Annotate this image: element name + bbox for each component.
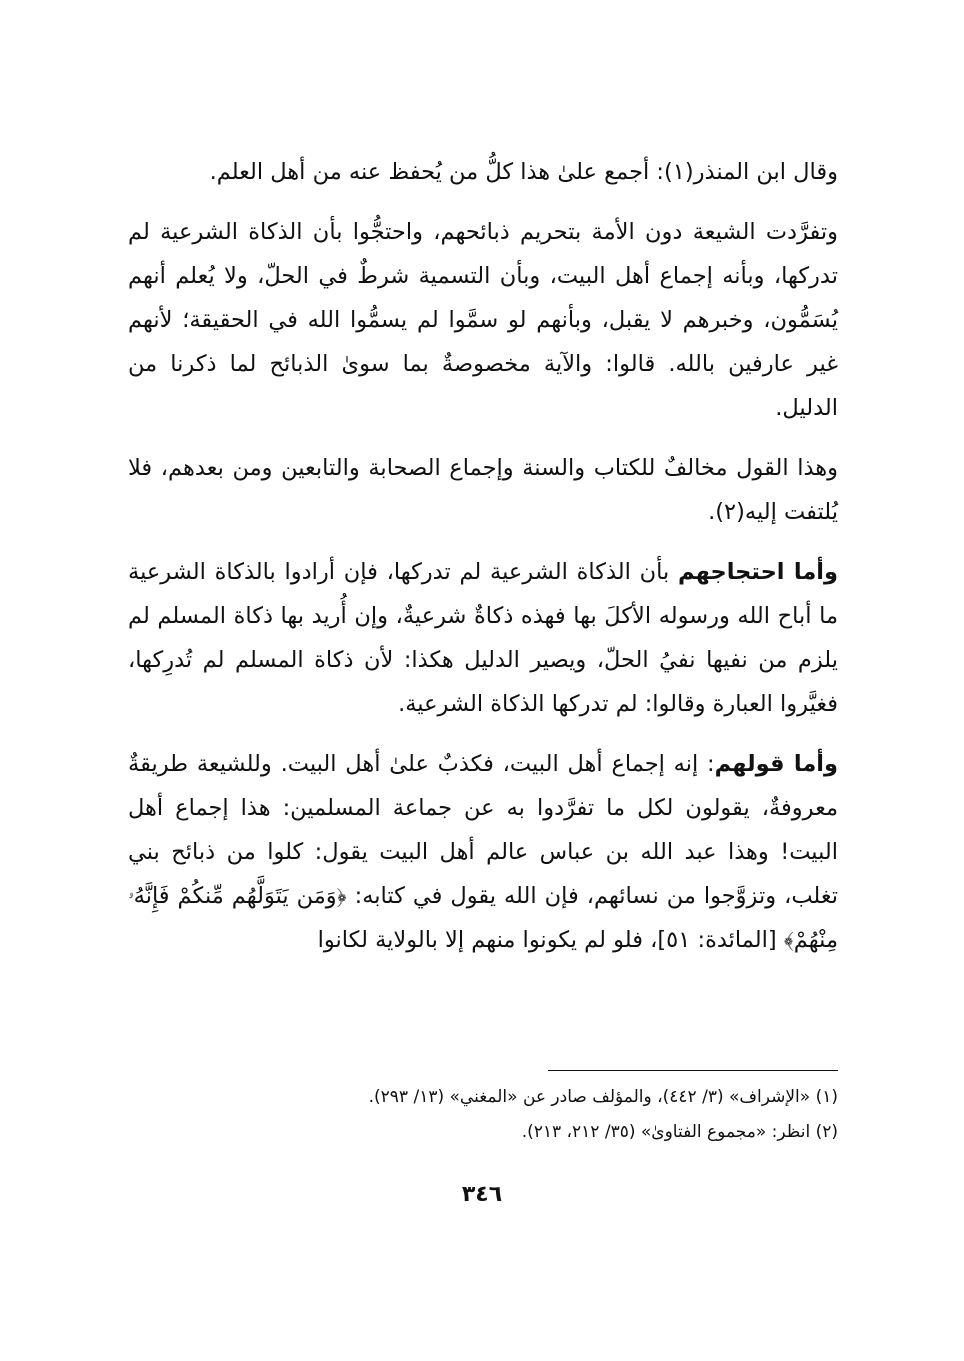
main-text <box>128 150 838 978</box>
footnote-1: (١) «الإشراف» (٣/ ٤٤٢)، والمؤلف صادر عن «المغني» (١٣/ ٢٩٣). <box>368 1087 838 1107</box>
footnote-divider <box>548 1070 838 1071</box>
paragraph-4 <box>128 550 838 726</box>
paragraph-2-text: وتفرَّدت الشيعة دون الأمة بتحريم ذبائحهم، واحتجُّوا بأن الذكاة الشرعية لم تدركها، وبأنه إجماع أهل البيت، وبأن التسمية شرطٌ في الحلّ، ولا يُعلم أنهم يُسَمُّون، وخبرهم لا يقبل، وبأنهم لو سمَّوا لم يسمُّوا الله في الحقيقة؛ لأنهم غير عارفين بالله. قالوا: والآية مخصوصةٌ بما سوىٰ الذبائح لما ذكرنا من الدليل. <box>128 219 838 421</box>
paragraph-1-text: وقال ابن المنذر(١): أجمع علىٰ هذا كلُّ من يُحفظ عنه من أهل العلم. <box>209 159 838 185</box>
footnotes <box>128 1080 838 1150</box>
paragraph-3 <box>128 446 838 534</box>
paragraph-5-text: : إنه إجماع أهل البيت، فكذبٌ علىٰ أهل البيت. وللشيعة طريقةٌ معروفةٌ، يقولون لكل ما تفرَّدوا به عن جماعة المسلمين: هذا إجماع أهل البيت! وهذا عبد الله بن عباس عالم أهل البيت يقول: كلوا من ذبائح بني تغلب، وتزوَّجوا من نسائهم، فإن الله يقول في كتابه: ﴿وَمَن يَتَوَلَّهُم مِّنكُمْ فَإِنَّهُۥ مِنْهُمْ﴾ [المائدة: ٥١]، فلو لم يكونوا منهم إلا بالولاية لكانوا <box>128 751 838 953</box>
paragraph-1 <box>128 150 838 194</box>
paragraph-2 <box>128 210 838 430</box>
paragraph-4-lead: وأما احتجاجهم <box>678 559 838 585</box>
page-number: ٣٤٦ <box>461 1182 503 1207</box>
footnote-2: (٢) انظر: «مجموع الفتاوىٰ» (٣٥/ ٢١٢، ٢١٣). <box>521 1122 838 1142</box>
paragraph-5 <box>128 742 838 962</box>
paragraph-5-lead: وأما قولهم <box>714 751 838 777</box>
paragraph-3-text: وهذا القول مخالفٌ للكتاب والسنة وإجماع الصحابة والتابعين ومن بعدهم، فلا يُلتفت إليه(٢). <box>128 455 838 525</box>
paragraph-4-text: بأن الذكاة الشرعية لم تدركها، فإن أرادوا بالذكاة الشرعية ما أباح الله ورسوله الأكلَ بها فهذه ذكاةٌ شرعيةٌ، وإن أُريد بها ذكاة المسلم لم يلزم من نفيها نفيُ الحلّ، ويصير الدليل هكذا: لأن ذكاة المسلم لم تُدرِكها، فغيَّروا العبارة وقالوا: لم تدركها الذكاة الشرعية. <box>128 559 838 717</box>
